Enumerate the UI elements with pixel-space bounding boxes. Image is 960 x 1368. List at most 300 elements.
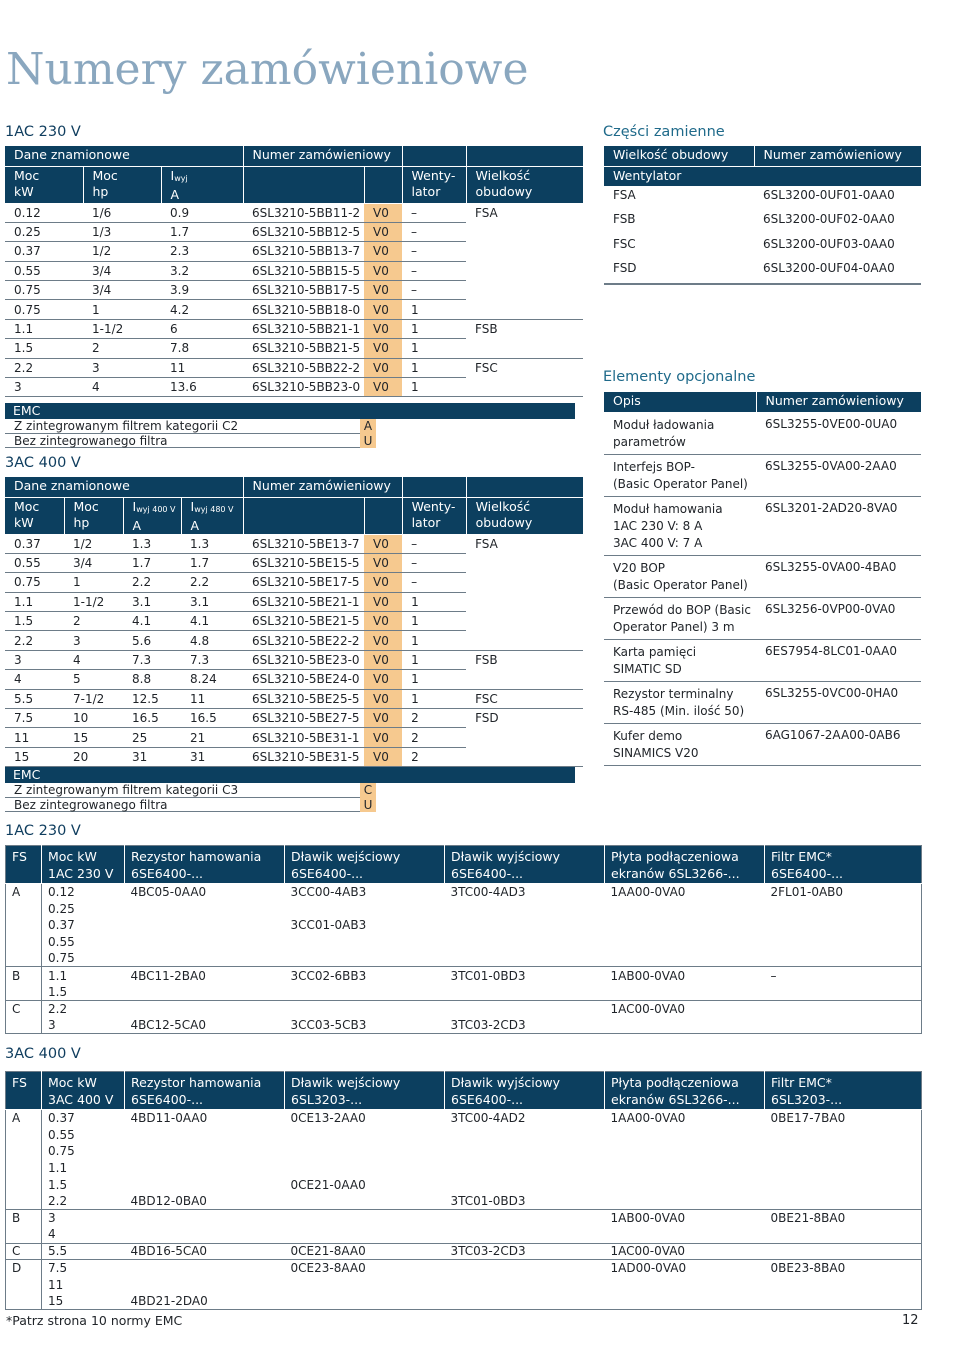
table-cell bbox=[605, 934, 765, 951]
section-title-1ac: 1AC 230 V bbox=[5, 124, 81, 140]
table-cell: 1 bbox=[402, 631, 466, 650]
table-row bbox=[5, 300, 583, 319]
table-cell bbox=[765, 1243, 922, 1260]
table-cell: 7.5 bbox=[48, 1261, 68, 1276]
option-order-number: 6AG1067-2AA00-0AB6 bbox=[756, 723, 921, 765]
table-cell bbox=[765, 984, 922, 1001]
table-cell: A bbox=[6, 884, 42, 901]
table-cell bbox=[605, 1226, 765, 1243]
table-cell: 4BD21-2DA0 bbox=[125, 1293, 285, 1310]
section-title-3ac: 3AC 400 V bbox=[5, 455, 81, 471]
table-cell: 5 bbox=[64, 670, 123, 689]
table-cell: – bbox=[770, 968, 777, 983]
table-cell bbox=[765, 917, 922, 934]
table-cell: FSB bbox=[475, 653, 498, 668]
table-cell: 1.7 bbox=[123, 553, 181, 572]
table-cell: 3.1 bbox=[181, 592, 243, 611]
emc-option-filter: Z zintegrowanym filtrem kategorii C3 C bbox=[5, 783, 375, 798]
table-cell bbox=[466, 339, 583, 358]
table-cell: 2 bbox=[64, 612, 123, 631]
table-cell: 3 bbox=[5, 378, 83, 397]
table-cell: – bbox=[402, 222, 466, 241]
table-cell bbox=[285, 950, 445, 967]
table-cell: 1.5 bbox=[5, 612, 64, 631]
table-cell: 4.1 bbox=[181, 612, 243, 631]
subheader-fan: Wentylator bbox=[604, 166, 921, 186]
table-row bbox=[5, 573, 583, 592]
table-row bbox=[6, 1017, 922, 1034]
emc-option-nofilter: Bez zintegrowanego filtra U bbox=[5, 434, 375, 449]
table-cell bbox=[445, 1000, 605, 1017]
table-cell: V0 bbox=[364, 553, 402, 572]
table-cell: 0.25 bbox=[5, 222, 83, 241]
table-cell: 6SL3210-5BE23-0 bbox=[243, 650, 364, 669]
table-cell: 6SL3210-5BE24-0 bbox=[243, 670, 364, 689]
table-row bbox=[604, 454, 921, 496]
table-cell: 6SL3210-5BB11-2 bbox=[243, 203, 364, 222]
table-row bbox=[6, 1000, 922, 1017]
table-cell: 0.75 bbox=[5, 300, 83, 319]
table-cell bbox=[765, 1000, 922, 1017]
table-cell: V0 bbox=[364, 670, 402, 689]
table-cell bbox=[765, 950, 922, 967]
table-cell: 0.75 bbox=[48, 1144, 75, 1159]
option-order-number: 6SL3255-0VA00-4BA0 bbox=[756, 555, 921, 597]
table-cell: 1 bbox=[64, 573, 123, 592]
table-cell bbox=[285, 1293, 445, 1310]
header-output-current: Iwyj A bbox=[161, 166, 243, 203]
table-cell bbox=[6, 917, 42, 934]
table-cell: 1 bbox=[83, 300, 161, 319]
table-cell: 13.6 bbox=[161, 378, 243, 397]
section-title-acc-3ac: 3AC 400 V bbox=[5, 1046, 81, 1062]
table-cell: 2 bbox=[402, 747, 466, 766]
table-cell: 3TC01-0BD3 bbox=[450, 968, 526, 983]
table-row bbox=[5, 281, 583, 300]
table-cell bbox=[466, 747, 583, 766]
table-cell: 25 bbox=[123, 728, 181, 747]
table-cell: 31 bbox=[181, 747, 243, 766]
table-cell: 6SL3210-5BB22-2 bbox=[243, 358, 364, 377]
order-table-1ac bbox=[5, 146, 583, 397]
table-cell: 4.8 bbox=[181, 631, 243, 650]
footnote: *Patrz strona 10 normy EMC bbox=[6, 1313, 183, 1328]
table-cell: 3TC03-2CD3 bbox=[445, 1243, 605, 1260]
table-row bbox=[5, 222, 583, 241]
table-row bbox=[6, 1293, 922, 1310]
table-cell bbox=[445, 917, 605, 934]
table-cell bbox=[445, 1126, 605, 1143]
table-cell: 2.3 bbox=[161, 242, 243, 261]
table-cell: 1/6 bbox=[83, 203, 161, 222]
table-row bbox=[6, 934, 922, 951]
table-cell bbox=[285, 1226, 445, 1243]
table-cell bbox=[765, 900, 922, 917]
table-cell: 11 bbox=[48, 1277, 64, 1292]
table-cell bbox=[125, 950, 285, 967]
table-cell bbox=[765, 1143, 922, 1160]
accessory-header: Płyta podłączeniowa ekranów 6SL3266-... bbox=[605, 1072, 765, 1110]
table-cell: 2.2 bbox=[123, 573, 181, 592]
table-cell bbox=[605, 1126, 765, 1143]
table-cell: 1 bbox=[402, 319, 466, 338]
accessories-table-3ac bbox=[5, 1071, 922, 1310]
table-cell: 2.2 bbox=[181, 573, 243, 592]
table-cell: FSB bbox=[475, 322, 498, 337]
table-cell: 3 bbox=[48, 1211, 56, 1226]
table-cell: 3 bbox=[64, 631, 123, 650]
table-cell: FSA bbox=[475, 536, 498, 551]
table-cell: V0 bbox=[364, 242, 402, 261]
table-cell: 3TC00-4AD2 bbox=[450, 1111, 526, 1126]
table-cell bbox=[466, 670, 583, 689]
table-cell bbox=[466, 573, 583, 592]
table-cell bbox=[125, 1000, 285, 1017]
table-cell: 6SL3210-5BB21-5 bbox=[243, 339, 364, 358]
table-cell bbox=[765, 1226, 922, 1243]
table-cell: 0.37 bbox=[48, 918, 75, 933]
table-row bbox=[604, 186, 921, 211]
table-cell bbox=[6, 900, 42, 917]
emc-option-filter: Z zintegrowanym filtrem kategorii C2 A bbox=[5, 419, 375, 434]
table-cell: 6SL3210-5BB13-7 bbox=[243, 242, 364, 261]
table-row bbox=[6, 1243, 922, 1260]
table-cell: 4 bbox=[64, 650, 123, 669]
table-cell: 4BD16-5CA0 bbox=[125, 1243, 285, 1260]
table-cell: 1.1 bbox=[48, 1160, 68, 1175]
table-cell: 6SL3210-5BE27-5 bbox=[243, 709, 364, 728]
table-cell bbox=[125, 1126, 285, 1143]
table-cell bbox=[605, 984, 765, 1001]
table-cell: 4.2 bbox=[161, 300, 243, 319]
table-cell: 3TC01-0BD3 bbox=[445, 1193, 605, 1210]
table-cell bbox=[285, 1210, 445, 1227]
accessory-header: FS bbox=[6, 1072, 42, 1110]
table-cell: C bbox=[6, 1243, 42, 1260]
table-cell: 0.9 bbox=[161, 203, 243, 222]
emc-label: EMC bbox=[5, 767, 575, 783]
table-cell: 1.7 bbox=[181, 553, 243, 572]
table-cell bbox=[285, 1126, 445, 1143]
table-cell: V0 bbox=[364, 592, 402, 611]
table-row bbox=[6, 1126, 922, 1143]
table-cell: V0 bbox=[364, 728, 402, 747]
table-cell: 21 bbox=[181, 728, 243, 747]
table-cell bbox=[765, 1193, 922, 1210]
table-row bbox=[6, 1193, 922, 1210]
option-description: Przewód do BOP (Basic Operator Panel) 3 m bbox=[604, 597, 756, 639]
table-cell: 7.8 bbox=[161, 339, 243, 358]
table-cell: V0 bbox=[364, 612, 402, 631]
table-cell bbox=[605, 1017, 765, 1034]
table-row bbox=[6, 917, 922, 934]
table-cell: V0 bbox=[364, 281, 402, 300]
table-cell: 1/2 bbox=[64, 534, 123, 553]
table-cell: 6SL3210-5BE25-5 bbox=[243, 689, 364, 708]
table-cell: V0 bbox=[364, 747, 402, 766]
table-cell: 1.5 bbox=[48, 1177, 68, 1192]
accessory-header: Rezystor hamowania 6SE6400-... bbox=[125, 846, 285, 884]
table-cell: 15 bbox=[42, 1293, 125, 1310]
table-cell: 3 bbox=[42, 1017, 125, 1034]
table-row bbox=[5, 689, 583, 708]
table-cell: 1.1 bbox=[5, 592, 64, 611]
table-cell bbox=[285, 1143, 445, 1160]
table-cell: 8.24 bbox=[181, 670, 243, 689]
option-order-number: 6ES7954-8LC01-0AA0 bbox=[756, 639, 921, 681]
table-cell: 0BE17-7BA0 bbox=[770, 1111, 846, 1126]
table-cell: – bbox=[402, 281, 466, 300]
table-cell: – bbox=[402, 242, 466, 261]
table-cell: – bbox=[402, 203, 466, 222]
table-cell bbox=[285, 900, 445, 917]
table-row bbox=[604, 681, 921, 723]
table-cell bbox=[125, 1260, 285, 1277]
page-number: 12 bbox=[902, 1313, 919, 1328]
table-cell bbox=[6, 1276, 42, 1293]
table-row bbox=[5, 378, 583, 397]
table-cell: 1AA00-0VA0 bbox=[610, 885, 686, 900]
table-row bbox=[5, 670, 583, 689]
table-cell: D bbox=[6, 1260, 42, 1277]
table-cell: – bbox=[402, 261, 466, 280]
option-description: Interfejs BOP- (Basic Operator Panel) bbox=[604, 454, 756, 496]
table-cell: 4BC12-5CA0 bbox=[125, 1017, 285, 1034]
table-cell bbox=[466, 300, 583, 319]
table-cell: 0CE13-2AA0 bbox=[290, 1111, 366, 1126]
table-cell: 0.55 bbox=[5, 261, 83, 280]
table-cell: FSC bbox=[466, 689, 583, 708]
table-cell bbox=[605, 1143, 765, 1160]
table-row bbox=[5, 534, 583, 553]
table-cell: 3CC00-4AB3 bbox=[290, 885, 367, 900]
table-row bbox=[6, 1226, 922, 1243]
header-order-number: Numer zamówieniowy bbox=[243, 477, 402, 497]
table-cell: FSC bbox=[604, 235, 754, 260]
table-cell: 0.55 bbox=[48, 934, 75, 949]
table-cell: 6SL3210-5BE17-5 bbox=[243, 573, 364, 592]
table-cell: 6SL3200-0UF01-0AA0 bbox=[754, 186, 921, 211]
table-cell bbox=[125, 900, 285, 917]
table-cell: 2 bbox=[402, 728, 466, 747]
table-cell bbox=[765, 1126, 922, 1143]
option-description: Rezystor terminalny RS-485 (Min. ilość 50) bbox=[604, 681, 756, 723]
header-power-kw: Moc kW bbox=[5, 166, 83, 203]
table-cell bbox=[125, 1143, 285, 1160]
header-fan: Wenty- lator bbox=[402, 497, 466, 534]
table-cell bbox=[445, 950, 605, 967]
page-title: Numery zamówieniowe bbox=[6, 44, 529, 95]
table-cell: 6SL3210-5BE31-1 bbox=[243, 728, 364, 747]
table-row bbox=[604, 412, 921, 454]
table-cell bbox=[6, 1193, 42, 1210]
table-cell: 15 bbox=[64, 728, 123, 747]
table-cell: 0.25 bbox=[48, 901, 75, 916]
table-cell bbox=[466, 261, 583, 280]
header-power-hp: Moc hp bbox=[64, 497, 123, 534]
accessory-header: FS bbox=[6, 846, 42, 884]
header-rated-data: Dane znamionowe bbox=[5, 146, 243, 166]
section-title-spare-parts: Części zamienne bbox=[603, 124, 725, 140]
table-cell bbox=[6, 1143, 42, 1160]
table-cell: 1.1 bbox=[48, 968, 68, 983]
table-cell: FSD bbox=[475, 711, 499, 726]
table-cell bbox=[765, 1293, 922, 1310]
table-cell: 15 bbox=[5, 747, 64, 766]
table-cell: V0 bbox=[364, 319, 402, 338]
table-row bbox=[6, 967, 922, 984]
table-row bbox=[5, 553, 583, 572]
table-cell bbox=[605, 1276, 765, 1293]
table-cell: 1 bbox=[402, 670, 466, 689]
table-cell: 31 bbox=[123, 747, 181, 766]
table-row bbox=[5, 339, 583, 358]
table-cell bbox=[125, 934, 285, 951]
option-order-number: 6SL3255-0VA00-2AA0 bbox=[756, 454, 921, 496]
table-cell: A bbox=[6, 1110, 42, 1127]
table-cell: 1 bbox=[402, 592, 466, 611]
table-cell bbox=[605, 917, 765, 934]
table-cell bbox=[445, 1226, 605, 1243]
option-order-number: 6SL3201-2AD20-8VA0 bbox=[756, 496, 921, 555]
table-cell: 11 bbox=[181, 689, 243, 708]
table-cell: V0 bbox=[364, 339, 402, 358]
table-cell: 6SL3210-5BE15-5 bbox=[243, 553, 364, 572]
table-cell: 0.55 bbox=[48, 1127, 75, 1142]
table-cell: 7.3 bbox=[123, 650, 181, 669]
header-rated-data: Dane znamionowe bbox=[5, 477, 243, 497]
table-cell: 0CE21-0AA0 bbox=[290, 1177, 366, 1192]
table-cell: 6SL3210-5BB12-5 bbox=[243, 222, 364, 241]
table-cell: 4BC11-2BA0 bbox=[130, 968, 206, 983]
table-cell bbox=[6, 1293, 42, 1310]
table-cell bbox=[6, 950, 42, 967]
table-row bbox=[5, 358, 583, 377]
table-cell: 1 bbox=[402, 358, 466, 377]
table-cell: 3TC00-4AD3 bbox=[450, 885, 526, 900]
table-cell: 4BC05-0AA0 bbox=[130, 885, 207, 900]
spare-parts-table bbox=[604, 146, 921, 285]
table-cell: 0CE23-8AA0 bbox=[290, 1261, 366, 1276]
option-description: Moduł hamowania 1AC 230 V: 8 A 3AC 400 V: 7 A bbox=[604, 496, 756, 555]
table-row bbox=[6, 1276, 922, 1293]
accessory-header: Filtr EMC* 6SL3203-... bbox=[765, 1072, 922, 1110]
table-cell bbox=[445, 1143, 605, 1160]
table-cell: 2.2 bbox=[48, 1001, 68, 1016]
option-description: V20 BOP (Basic Operator Panel) bbox=[604, 555, 756, 597]
table-cell bbox=[445, 934, 605, 951]
table-cell: V0 bbox=[364, 203, 402, 222]
table-cell: 3 bbox=[83, 358, 161, 377]
table-cell bbox=[6, 984, 42, 1001]
table-cell bbox=[445, 1160, 605, 1177]
table-cell: 10 bbox=[64, 709, 123, 728]
table-cell: 1.5 bbox=[42, 984, 125, 1001]
table-cell: B bbox=[6, 967, 42, 984]
table-row bbox=[5, 203, 583, 222]
table-row bbox=[6, 1143, 922, 1160]
option-description: Kufer demo SINAMICS V20 bbox=[604, 723, 756, 765]
table-cell: 6 bbox=[161, 319, 243, 338]
table-cell: 1.3 bbox=[181, 534, 243, 553]
header-order-number: Numer zamówieniowy bbox=[243, 146, 402, 166]
table-row bbox=[6, 1176, 922, 1193]
table-cell: 1 bbox=[402, 300, 466, 319]
table-cell: 1/3 bbox=[83, 222, 161, 241]
table-cell: C bbox=[6, 1000, 42, 1017]
table-cell: V0 bbox=[364, 689, 402, 708]
table-cell bbox=[466, 592, 583, 611]
option-order-number: 6SL3255-0VC00-0HA0 bbox=[756, 681, 921, 723]
accessory-header: Filtr EMC* 6SE6400-... bbox=[765, 846, 922, 884]
table-cell bbox=[445, 1293, 605, 1310]
table-cell: 16.5 bbox=[123, 709, 181, 728]
table-cell: 1.3 bbox=[123, 534, 181, 553]
header-description: Opis bbox=[604, 392, 756, 412]
table-cell bbox=[605, 1160, 765, 1177]
table-row bbox=[6, 1160, 922, 1177]
table-cell: 11 bbox=[5, 728, 64, 747]
emc-block-3ac bbox=[5, 767, 575, 812]
accessory-header: Moc kW 1AC 230 V bbox=[42, 846, 125, 884]
accessory-header: Dławik wejściowy 6SL3203-... bbox=[285, 1072, 445, 1110]
table-cell: 20 bbox=[64, 747, 123, 766]
table-cell bbox=[765, 1276, 922, 1293]
table-cell: V0 bbox=[364, 631, 402, 650]
table-cell bbox=[6, 1126, 42, 1143]
table-cell bbox=[125, 1226, 285, 1243]
table-cell: 4BD11-0AA0 bbox=[130, 1111, 208, 1126]
table-cell: 3/4 bbox=[64, 553, 123, 572]
option-description: Karta pamięci SIMATIC SD bbox=[604, 639, 756, 681]
section-title-options: Elementy opcjonalne bbox=[603, 369, 756, 385]
table-cell: – bbox=[402, 573, 466, 592]
table-cell: B bbox=[6, 1210, 42, 1227]
table-row bbox=[5, 319, 583, 338]
table-cell: 6SL3200-0UF02-0AA0 bbox=[754, 211, 921, 236]
table-cell bbox=[125, 917, 285, 934]
table-row bbox=[6, 1110, 922, 1127]
table-cell: 1 bbox=[402, 689, 466, 708]
table-cell: 0.55 bbox=[5, 553, 64, 572]
table-cell: 6SL3210-5BE21-1 bbox=[243, 592, 364, 611]
table-cell: 2.2 bbox=[5, 631, 64, 650]
table-row bbox=[6, 1210, 922, 1227]
emc-block-1ac bbox=[5, 403, 575, 448]
table-cell: 2 bbox=[402, 709, 466, 728]
accessory-header: Rezystor hamowania 6SE6400-... bbox=[125, 1072, 285, 1110]
table-row bbox=[5, 709, 583, 728]
table-row bbox=[5, 728, 583, 747]
table-cell: 16.5 bbox=[181, 709, 243, 728]
table-cell bbox=[6, 1017, 42, 1034]
table-row bbox=[5, 242, 583, 261]
table-cell: 1AA00-0VA0 bbox=[610, 1111, 686, 1126]
table-cell: V0 bbox=[364, 650, 402, 669]
emc-label: EMC bbox=[5, 403, 575, 419]
table-cell: 0.12 bbox=[5, 203, 83, 222]
table-cell bbox=[765, 934, 922, 951]
table-row bbox=[6, 950, 922, 967]
table-cell bbox=[466, 553, 583, 572]
table-cell: 3/4 bbox=[83, 281, 161, 300]
header-order-number: Numer zamówieniowy bbox=[756, 392, 921, 412]
table-cell: V0 bbox=[364, 534, 402, 553]
table-cell bbox=[445, 984, 605, 1001]
table-cell: 0CE21-8AA0 bbox=[285, 1243, 445, 1260]
table-cell: 0.75 bbox=[5, 573, 64, 592]
table-row bbox=[604, 555, 921, 597]
